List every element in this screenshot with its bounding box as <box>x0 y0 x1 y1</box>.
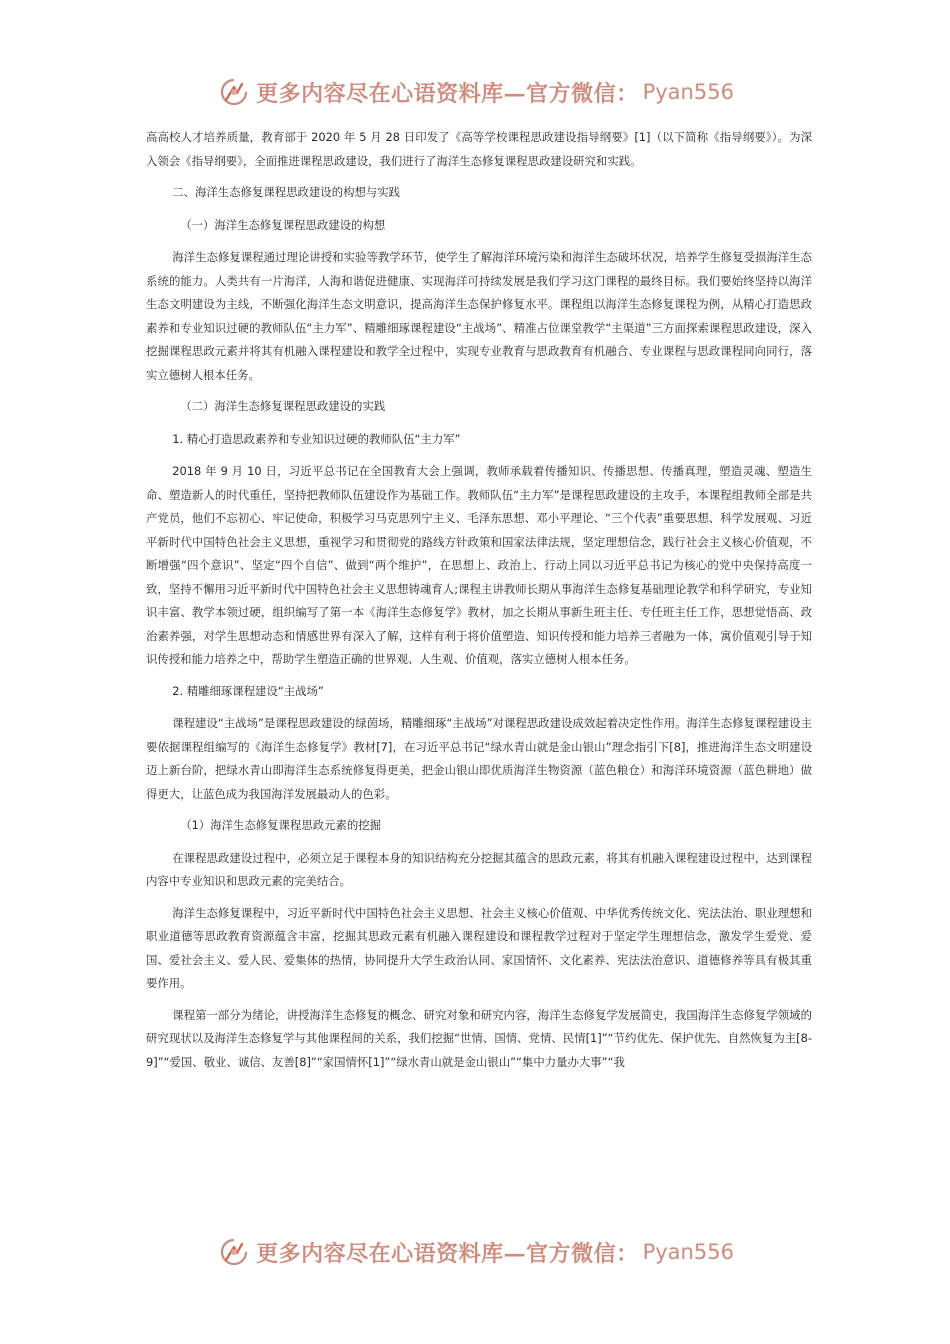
body-paragraph: 海洋生态修复课程通过理论讲授和实验等教学环节，使学生了解海洋环境污染和海洋生态破坏状况，培养学生修复受损海洋生态系统的能力。人类共有一片海洋，人海和谐促进健康、实现海洋可持续发展是我们学习这门课程的最终目标。我们要始终坚持以海洋生态文明建设为主线，不断强化海洋生态文明意识，提高海洋生态保护修复水平。课程组以海洋生态修复课程为例，从精心打造思政素养和专业知识过硬的教师队伍“主力军”、精雕细琢课程建设“主战场”、精准占位课堂教学“主渠道”三方面探索课程思政建设，深入挖掘课程思政元素并将其有机融入课程建设和教学全过程中，实现专业教育与思政教育有机融合、专业课程与思政课程同向同行，落实立德树人根本任务。 <box>146 250 812 382</box>
watermark-banner-top <box>0 72 950 112</box>
body-paragraph: 在课程思政建设过程中，必须立足于课程本身的知识结构充分挖掘其蕴含的思政元素，将其有机融入课程建设过程中，达到课程内容中专业知识和思政元素的完美结合。 <box>146 850 812 888</box>
body-paragraph: 2018 年 9 月 10 日，习近平总书记在全国教育大会上强调，教师承载着传播知识、传播思想、传播真理，塑造灵魂、塑造生命、塑造新人的时代重任，坚持把教师队伍建设作为基础工作。教师队伍“主力军”是课程思政建设的主攻手，本课程组教师全部是共产党员，他们不忘初心、牢记使命，积极学习马克思列宁主义、毛泽东思想、邓小平理论、“三个代表”重要思想、科学发展观、习近平新时代中国特色社会主义思想，重视学习和贯彻党的路线方针政策和国家法律法规，坚定理想信念，践行社会主义核心价值观，不断增强“四个意识”、坚定“四个自信”、做到“两个维护”，在思想上、政治上、行动上同以习近平总书记为核心的党中央保持高度一致，坚持不懈用习近平新时代中国特色社会主义思想铸魂育人;课程主讲教师长期从事海洋生态修复基础理论教学和科学研究，专业知识丰富、教学本领过硬，组织编写了第一本《海洋生态修复学》教材，加之长期从事新生班主任、专任班主任工作，思想觉悟高、政治素养强，对学生思想动态和情感世界有深入了解，这样有利于将价值塑造、知识传授和能力培养三者融为一体，寓价值观引导于知识传授和能力培养之中，帮助学生塑造正确的世界观、人生观、价值观，落实立德树人根本任务。 <box>146 464 812 666</box>
watermark-wechat-id: Pyan556 <box>642 1240 734 1264</box>
watermark-logo-icon <box>216 74 252 110</box>
body-paragraph: 课程建设“主战场”是课程思政建设的绿茵场，精雕细琢“主战场”对课程思政建设成效起着决定性作用。海洋生态修复课程建设主要依据课程组编写的《海洋生态修复学》教材[7]，在习近平总书记“绿水青山就是金山银山”理念指引下[8]，推进海洋生态文明建设迈上新台阶，把绿水青山即海洋生态系统修复得更美，把金山银山即优质海洋生物资源（蓝色粮仓）和海洋环境资源（蓝色耕地）做得更大，让蓝色成为我国海洋发展最动人的色彩。 <box>146 716 812 801</box>
body-paragraph: 课程第一部分为绪论，讲授海洋生态修复的概念、研究对象和研究内容，海洋生态修复学发展简史，我国海洋生态修复学领域的研究现状以及海洋生态修复学与其他课程间的关系，我们挖掘“世情、国情、党情、民情[1]”“节约优先、保护优先、自然恢复为主[8-9]”“爱国、敬业、诚信、友善[8]”“家国情怀[1]”“绿水青山就是金山银山”“集中力量办大事”“我 <box>146 1007 812 1069</box>
watermark-text: 更多内容尽在心语资料库—官方微信： <box>256 80 639 107</box>
section-heading: （二）海洋生态修复课程思政建设的实践 <box>180 399 386 413</box>
document-body <box>146 126 812 1082</box>
watermark-text: 更多内容尽在心语资料库—官方微信： <box>256 1240 639 1267</box>
watermark-banner-bottom <box>0 1232 950 1272</box>
watermark-logo-icon <box>216 1234 252 1270</box>
section-heading: （一）海洋生态修复课程思政建设的构想 <box>180 217 386 232</box>
body-paragraph: 高高校人才培养质量，教育部于 2020 年 5 月 28 日印发了《高等学校课程思政建设指导纲要》[1]（以下简称《指导纲要》）。为深入领会《指导纲要》，全面推进课程思政建设，我们进行了海洋生态修复课程思政建设研究和实践。 <box>146 130 812 168</box>
body-paragraph: 海洋生态修复课程中，习近平新时代中国特色社会主义思想、社会主义核心价值观、中华优秀传统文化、宪法法治、职业理想和职业道德等思政教育资源蕴含丰富，挖掘其思政元素有机融入课程建设和课程教学过程对于坚定学生理想信念，激发学生爱党、爱国、爱社会主义、爱人民、爱集体的热情，协同提升大学生政治认同、家国情怀、文化素养、宪法法治意识、道德修养等具有极其重要作用。 <box>146 905 812 990</box>
watermark-wechat-id: Pyan556 <box>642 80 734 104</box>
section-heading: 二、海洋生态修复课程思政建设的构想与实践 <box>172 185 401 199</box>
section-heading: 1. 精心打造思政素养和专业知识过硬的教师队伍“主力军” <box>172 431 461 446</box>
section-heading: 2. 精雕细琢课程建设“主战场” <box>172 683 324 698</box>
section-heading: （1）海洋生态修复课程思政元素的挖掘 <box>180 818 382 832</box>
